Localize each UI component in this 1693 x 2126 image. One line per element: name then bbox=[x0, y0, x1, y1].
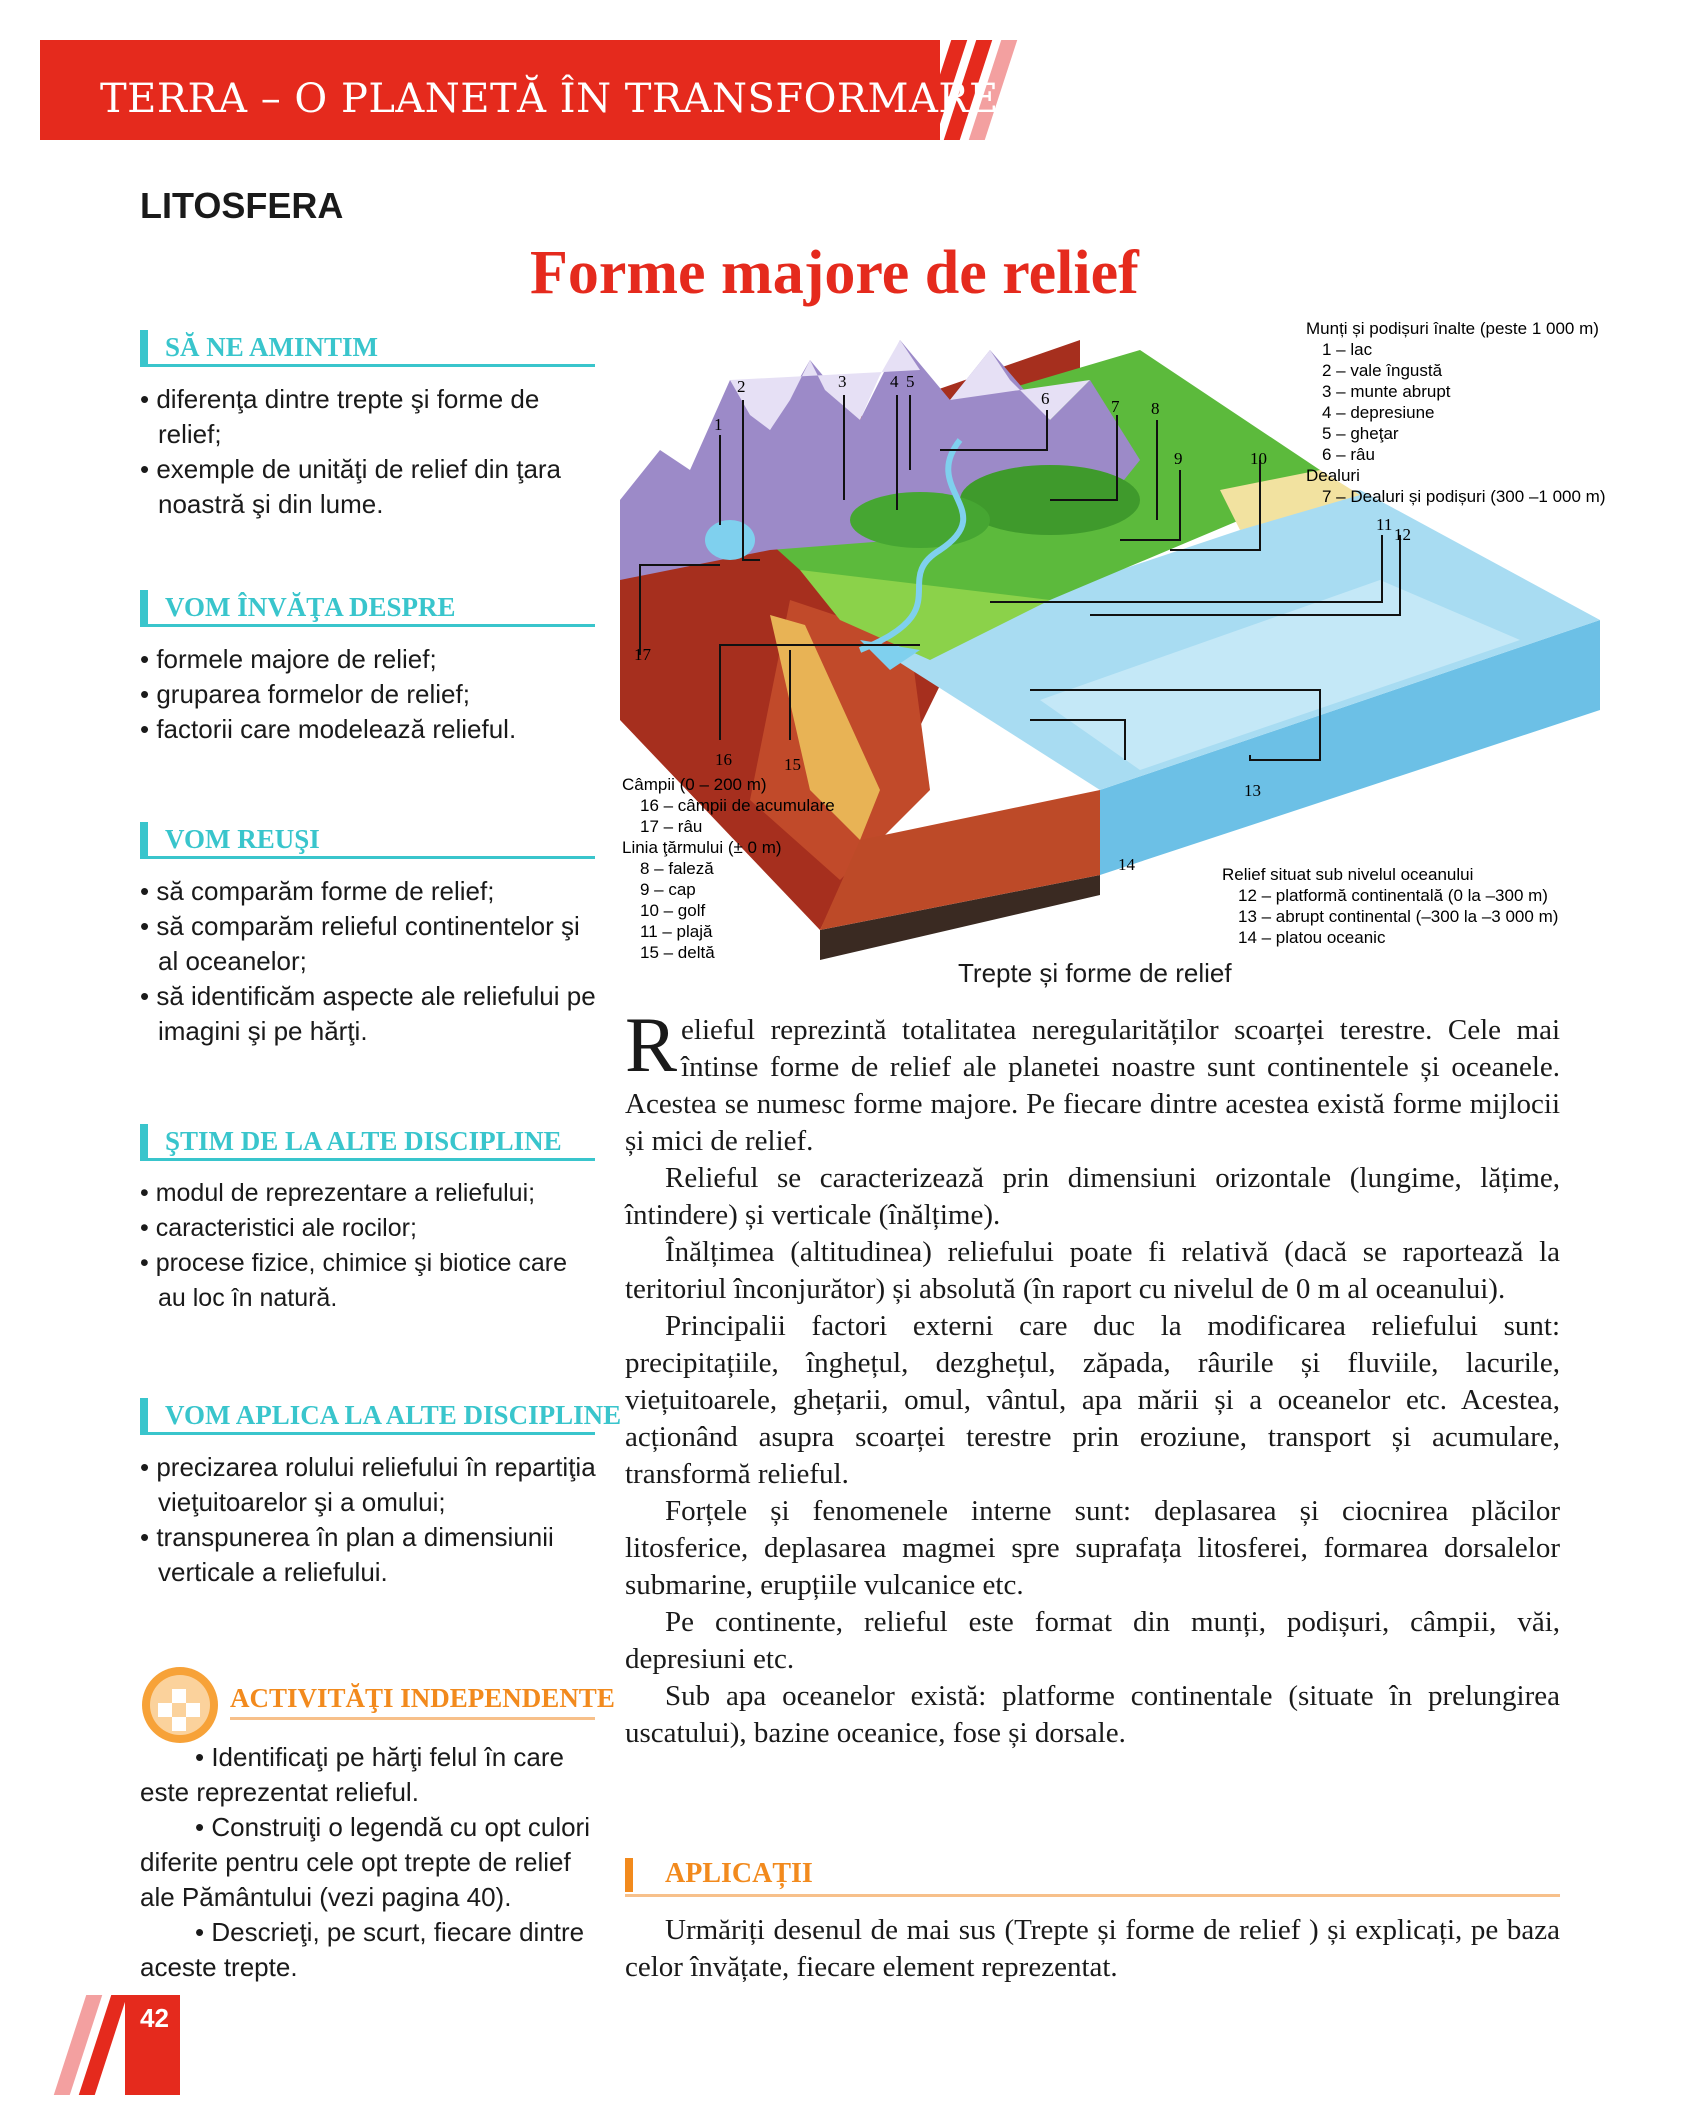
succeed-heading-text: VOM REUŞI bbox=[165, 824, 320, 854]
label-number: 5 bbox=[906, 372, 915, 391]
succeed-heading bbox=[140, 822, 595, 859]
legend-item: 12 – platformă continentală (0 la –300 m) bbox=[1238, 886, 1548, 905]
remember-list bbox=[140, 382, 600, 522]
list-item: • gruparea formelor de relief; bbox=[140, 677, 600, 712]
label-number: 13 bbox=[1244, 781, 1261, 800]
label-number: 1 bbox=[714, 415, 723, 434]
label-number: 16 bbox=[715, 750, 732, 769]
hills bbox=[850, 492, 990, 548]
other-disciplines-list bbox=[140, 1176, 600, 1316]
legend-title: Dealuri bbox=[1306, 466, 1360, 485]
paragraph: Relieful se caracterizează prin dimensiuni orizontale (lungime, lățime, întindere) și verticale (înălțime). bbox=[625, 1162, 1560, 1231]
label-number: 9 bbox=[1174, 449, 1183, 468]
list-item: • să comparăm relieful continentelor şi al oceanelor; bbox=[140, 909, 600, 979]
label-number: 6 bbox=[1041, 389, 1050, 408]
list-item: • să comparăm forme de relief; bbox=[140, 874, 600, 909]
paragraph bbox=[625, 1001, 1560, 1160]
body-text bbox=[625, 1001, 1560, 1752]
applications-bar bbox=[625, 1858, 633, 1892]
page-number: 42 bbox=[140, 2003, 169, 2033]
list-item: • să identificăm aspecte ale reliefului pe imagini şi pe hărţi. bbox=[140, 979, 600, 1049]
relief-diagram bbox=[620, 320, 1630, 970]
legend-item: 8 – faleză bbox=[640, 859, 714, 878]
paragraph: Forțele și fenomenele interne sunt: deplasarea și ciocnirea plăcilor litosferice, deplasarea magmei spre suprafața litosferei, formarea dorsalelor submarine, erupțiile vulcanice etc. bbox=[625, 1495, 1560, 1601]
label-number: 7 bbox=[1111, 397, 1120, 416]
paragraph: Principalii factori externi care duc la modificarea reliefului sunt: precipitațiile, înghețul, dezghețul, zăpada, râurile și fluviile, lacurile, viețuitoarele, ghețarii, omul, vântul, apa mării și a oceanelor etc. Acestea, acționând asupra scoarței terestre prin eroziune, transport și acumulare, transformă relieful. bbox=[625, 1310, 1560, 1490]
activity-item: • Construiţi o legendă cu opt culori diferite pentru cele opt trepte de relief ale Pământului (vezi pagina 40). bbox=[140, 1812, 590, 1912]
list-item: • caracteristici ale rocilor; bbox=[140, 1211, 600, 1246]
list-item: • factorii care modelează relieful. bbox=[140, 712, 600, 747]
legend-item: 5 – gheţar bbox=[1322, 424, 1399, 443]
legend-item: 4 – depresiune bbox=[1322, 403, 1435, 422]
legend-title: Linia ţărmului (± 0 m) bbox=[622, 838, 782, 857]
paragraph: Sub apa oceanelor există: platforme continentale (situate în prelungirea uscatului), bazine oceanice, fose și dorsale. bbox=[625, 1680, 1560, 1749]
legend-item: 17 – râu bbox=[640, 817, 703, 836]
header-title: TERRA – O PLANETĂ ÎN TRANSFORMARE bbox=[100, 76, 999, 122]
learn-list bbox=[140, 642, 600, 747]
label-number: 2 bbox=[737, 377, 746, 396]
list-item: • precizarea rolului reliefului în repartiţia vieţuitoarelor şi a omului; bbox=[140, 1450, 600, 1520]
learn-heading-text: VOM ÎNVĂŢA DESPRE bbox=[165, 592, 456, 622]
list-item: • diferenţa dintre trepte şi forme de relief; bbox=[140, 382, 600, 452]
legend-item: 13 – abrupt continental (–300 la –3 000 m) bbox=[1238, 907, 1559, 926]
paragraph: Înălțimea (altitudinea) reliefului poate fi relativă (dacă se raportează la teritoriul înconjurător) și absolută (în raport cu nivelul de 0 m al oceanului). bbox=[625, 1236, 1560, 1305]
activity-item: • Identificaţi pe hărţi felul în care este reprezentat relieful. bbox=[140, 1742, 564, 1807]
heading-bar bbox=[140, 822, 148, 856]
label-number: 17 bbox=[634, 645, 651, 664]
label-number: 14 bbox=[1118, 855, 1135, 874]
list-item: • exemple de unităţi de relief din ţara noastră şi din lume. bbox=[140, 452, 600, 522]
heading-bar bbox=[140, 1124, 148, 1158]
section-label: LITOSFERA bbox=[140, 185, 344, 226]
label-number: 4 bbox=[890, 372, 899, 391]
applications-heading: APLICAȚII bbox=[665, 1858, 813, 1889]
list-item: • transpunerea în plan a dimensiunii verticale a reliefului. bbox=[140, 1520, 600, 1590]
other-disciplines-heading bbox=[140, 1124, 595, 1161]
activities-underline bbox=[230, 1717, 595, 1720]
paragraph: Pe continente, relieful este format din munți, podișuri, câmpii, văi, depresiuni etc. bbox=[625, 1606, 1560, 1675]
list-item: • procese fizice, chimice şi biotice care au loc în natură. bbox=[140, 1246, 600, 1316]
legend-item: 11 – plajă bbox=[640, 922, 713, 941]
apply-heading bbox=[140, 1398, 622, 1435]
legend-item: 15 – deltă bbox=[640, 943, 715, 962]
page-title: Forme majore de relief bbox=[530, 239, 1139, 307]
list-item: • formele majore de relief; bbox=[140, 642, 600, 677]
legend-item: 10 – golf bbox=[640, 901, 706, 920]
heading-bar bbox=[140, 590, 148, 624]
drop-cap: R bbox=[625, 1001, 678, 1088]
other-disciplines-heading-text: ŞTIM DE LA ALTE DISCIPLINE bbox=[165, 1126, 562, 1156]
activity-item: • Descrieţi, pe scurt, fiecare dintre aceste trepte. bbox=[140, 1917, 585, 1982]
label-number: 8 bbox=[1151, 399, 1160, 418]
applications-underline bbox=[625, 1894, 1560, 1897]
applications-text: Urmăriți desenul de mai sus (Trepte și forme de relief ) și explicați, pe baza celor învățate, fiecare element reprezentat. bbox=[625, 1914, 1560, 1983]
legend-item: 6 – râu bbox=[1322, 445, 1375, 464]
legend-title: Câmpii (0 – 200 m) bbox=[622, 775, 767, 794]
diagram-caption: Trepte și forme de relief bbox=[958, 958, 1232, 988]
legend-item: 9 – cap bbox=[640, 880, 696, 899]
label-number: 3 bbox=[838, 372, 847, 391]
legend-title: Relief situat sub nivelul oceanului bbox=[1222, 865, 1474, 884]
legend-item: 16 – câmpii de acumulare bbox=[640, 796, 835, 815]
legend-item: 3 – munte abrupt bbox=[1322, 382, 1451, 401]
label-number: 11 bbox=[1376, 515, 1393, 534]
legend-item: 2 – vale îngustă bbox=[1322, 361, 1443, 380]
activity-icon bbox=[140, 1665, 220, 1745]
remember-heading bbox=[140, 330, 595, 367]
label-number: 15 bbox=[784, 755, 801, 774]
label-number: 12 bbox=[1394, 525, 1411, 544]
label-number: 10 bbox=[1250, 449, 1267, 468]
apply-heading-text: VOM APLICA LA ALTE DISCIPLINE bbox=[165, 1400, 622, 1430]
legend-title: Munți și podișuri înalte (peste 1 000 m) bbox=[1306, 320, 1599, 338]
heading-bar bbox=[140, 1398, 148, 1432]
heading-bar bbox=[140, 330, 148, 364]
legend-item: 14 – platou oceanic bbox=[1238, 928, 1386, 947]
succeed-list bbox=[140, 874, 600, 1049]
legend-item: 1 – lac bbox=[1322, 340, 1373, 359]
apply-list bbox=[140, 1450, 600, 1590]
learn-heading bbox=[140, 590, 595, 627]
activities-heading: ACTIVITĂŢI INDEPENDENTE bbox=[230, 1683, 615, 1713]
legend-item: 7 – Dealuri și podișuri (300 –1 000 m) bbox=[1322, 487, 1606, 506]
list-item: • modul de reprezentare a reliefului; bbox=[140, 1176, 600, 1211]
lake bbox=[705, 520, 755, 560]
paragraph-text: elieful reprezintă totalitatea neregularităților scoarței terestre. Cele mai întinse forme de relief ale planetei noastre sunt continentele și oceanele. Acestea se numesc forme majore. Pe fiecare dintre acestea există forme mijlocii și mici de relief. bbox=[625, 1014, 1560, 1157]
remember-heading-text: SĂ NE AMINTIM bbox=[165, 332, 379, 362]
